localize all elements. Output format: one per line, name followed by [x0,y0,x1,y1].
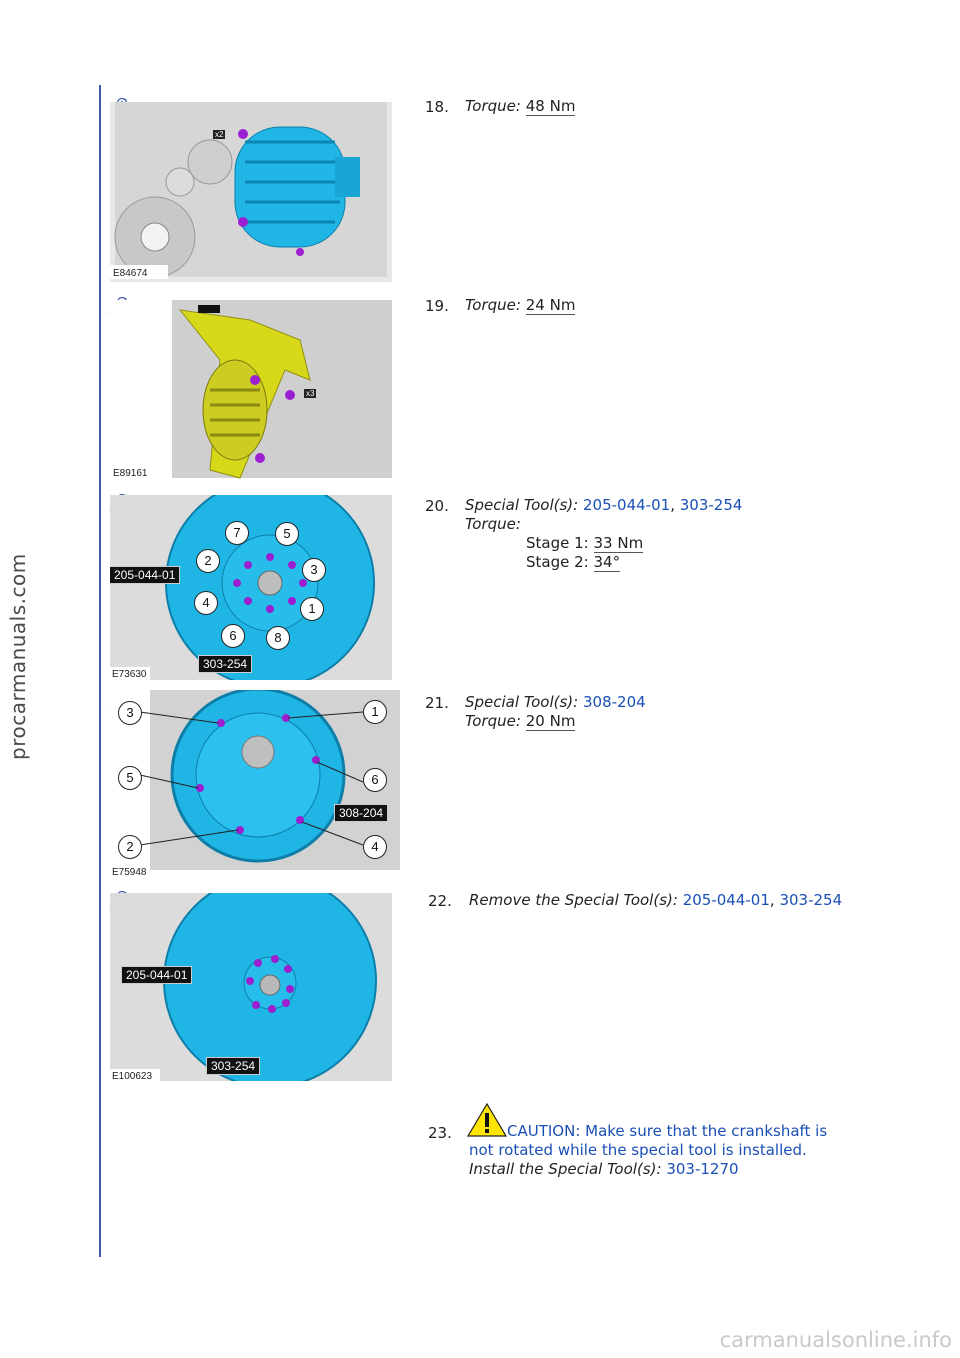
step-19-torque [465,296,575,315]
torque-value: 48 Nm [525,97,576,115]
callout: 6 [221,624,245,648]
torque-label: Torque: [465,296,521,314]
callout: 5 [118,766,142,790]
watermark-procarmanuals: procarmanuals.com [6,553,30,760]
tool-link[interactable]: 205-044-01 [583,496,671,514]
qty-tag: x3 [306,389,315,398]
figure-id: E73630 [112,669,147,680]
callout: 3 [302,558,326,582]
separator: , [769,891,775,909]
callout: 2 [196,549,220,573]
stage-value: 34° [593,553,621,571]
remove-tool-label: Remove the Special Tool(s): [469,891,678,909]
step-20-text [465,496,742,572]
tool-label: 308-204 [334,804,388,822]
figure-alternator-art [110,102,392,282]
left-rule [99,85,101,1257]
separator: , [670,496,675,514]
callout: 7 [225,521,249,545]
watermark-carmanualsonline: carmanualsonline.info [719,1328,952,1352]
figure-flywheel-bolts-art [110,495,392,680]
caution-line-2: not rotated while the special tool is installed. [469,1141,807,1159]
figure-id: E75948 [112,867,147,878]
torque-label: Torque: [465,515,521,533]
figure-flywheel-bolts [110,495,392,680]
caution-line-1: CAUTION: Make sure that the crankshaft is [507,1122,828,1140]
step-number: 20. [425,497,449,515]
figure-power-steering-pump-art [110,300,392,480]
stage-label: Stage 1: [526,534,589,552]
figure-id: E84674 [113,268,148,279]
step-23-text [469,1122,827,1179]
step-21-text [465,693,646,731]
figure-id: E100623 [112,1071,153,1081]
special-tool-label: Special Tool(s): [465,496,579,514]
figure-flexplate-art [110,690,400,878]
install-tool-label: Install the Special Tool(s): [469,1160,662,1178]
stage-label: Stage 2: [526,553,589,571]
step-number: 19. [425,297,449,315]
stage-value: 33 Nm [593,534,644,552]
tool-label: 303-254 [206,1057,260,1075]
torque-label: Torque: [465,97,521,115]
torque-value: 20 Nm [525,712,576,730]
figure-flywheel-tools-art [110,893,392,1081]
figure-flexplate [110,690,400,878]
qty-tag: x2 [215,130,224,139]
callout: 8 [266,626,290,650]
tool-link[interactable]: 205-044-01 [682,891,770,909]
torque-label: Torque: [465,712,521,730]
tool-link[interactable]: 303-254 [679,496,743,514]
step-number: 21. [425,694,449,712]
step-22-text [469,891,842,910]
special-tool-label: Special Tool(s): [465,693,579,711]
figure-flywheel-tools [110,893,392,1081]
tool-label: 303-254 [198,655,252,673]
callout: 5 [275,522,299,546]
callout: 2 [118,835,142,859]
callout: 1 [300,597,324,621]
tool-link[interactable]: 308-204 [583,693,646,711]
callout: 3 [118,701,142,725]
figure-id: E89161 [113,468,148,479]
step-number: 23. [428,1124,452,1142]
step-number: 22. [428,892,452,910]
tool-label: 205-044-01 [110,566,180,584]
callout: 1 [363,700,387,724]
callout: 6 [363,768,387,792]
callout: 4 [363,835,387,859]
callout: 4 [194,591,218,615]
tool-label: 205-044-01 [121,966,192,984]
tool-link[interactable]: 303-1270 [666,1160,739,1178]
step-18-torque [465,97,575,116]
figure-power-steering-pump [110,300,392,480]
tool-link[interactable]: 303-254 [779,891,843,909]
figure-alternator [110,102,392,282]
step-number: 18. [425,98,449,116]
torque-value: 24 Nm [525,296,576,314]
